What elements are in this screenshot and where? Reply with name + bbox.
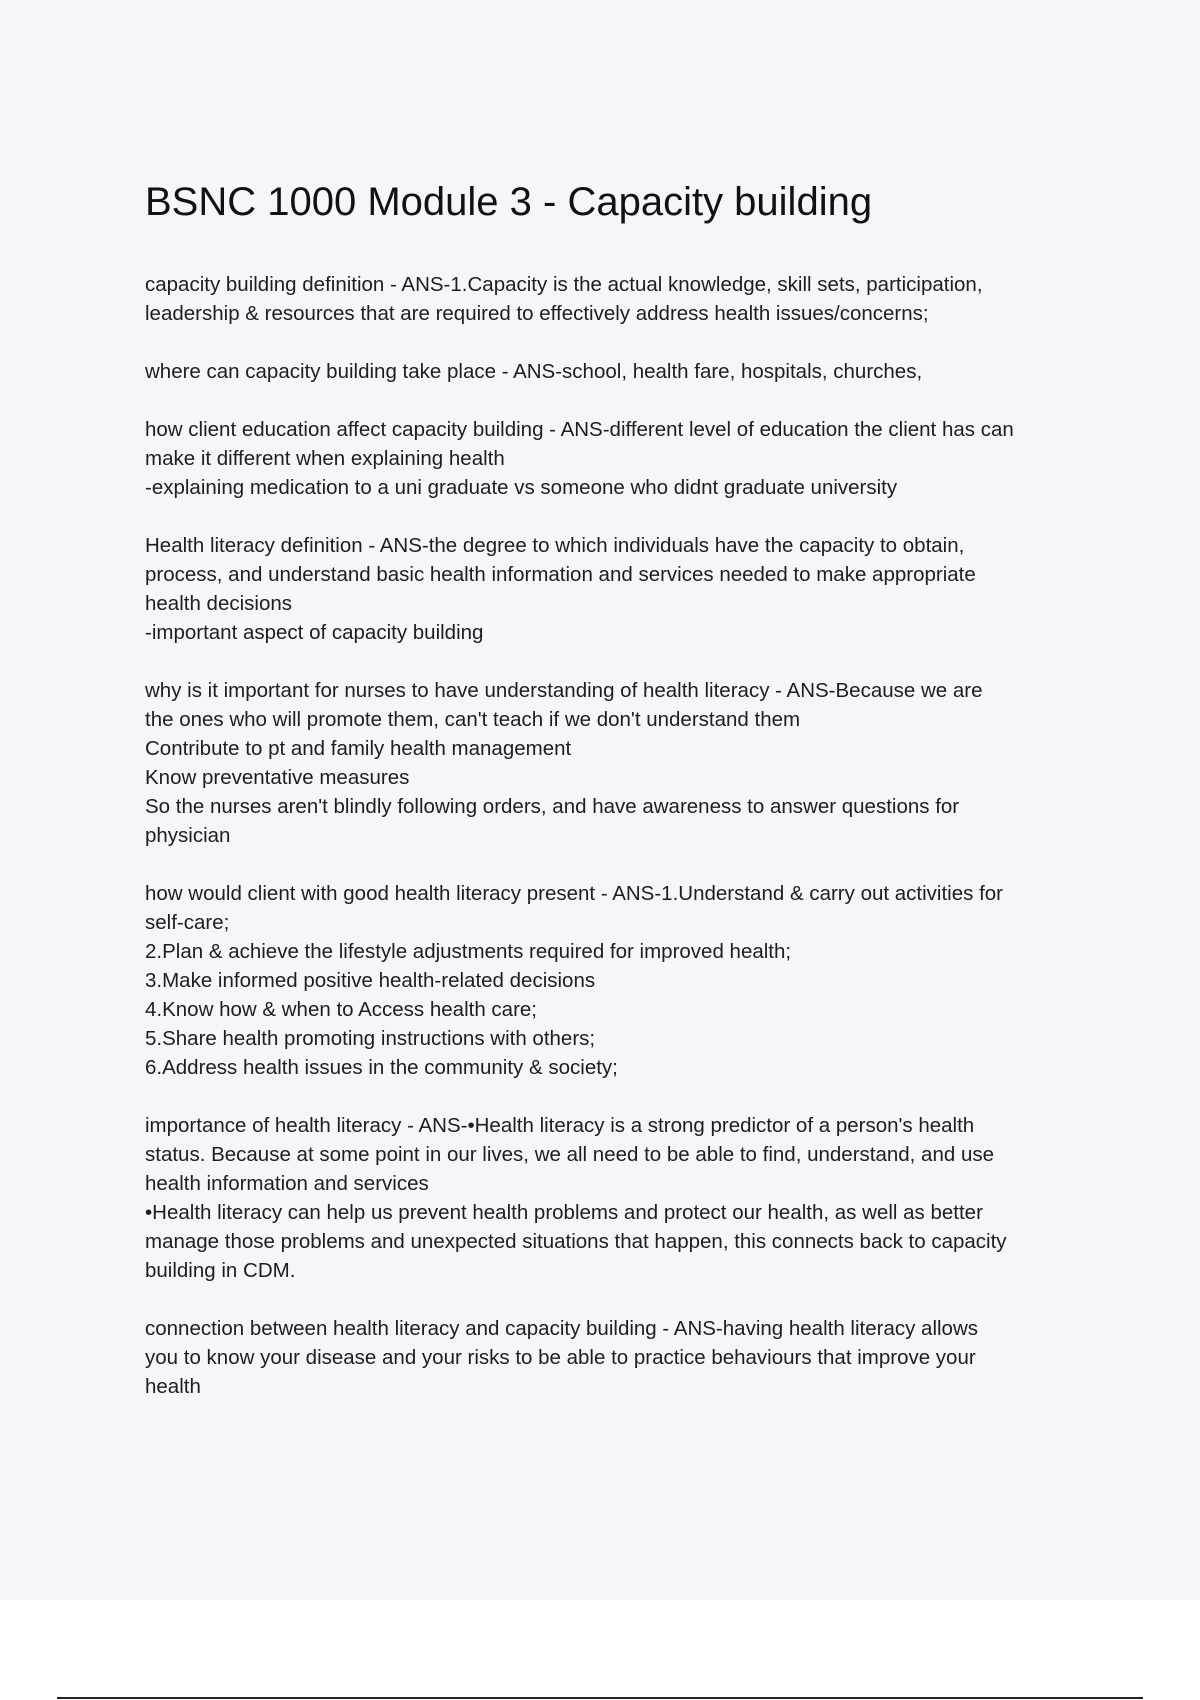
qa-entry	[145, 531, 1105, 647]
text-line: 4.Know how & when to Access health care;	[145, 998, 538, 1021]
text-line: where can capacity building take place - ANS-school, health fare, hospitals, churches,	[145, 360, 923, 383]
text-line: importance of health literacy - ANS-•Health literacy is a strong predictor of a person's health	[145, 1114, 975, 1137]
text-line: the ones who will promote them, can't teach if we don't understand them	[145, 708, 801, 731]
text-line: health information and services	[145, 1172, 429, 1195]
text-line: connection between health literacy and capacity building - ANS-having health literacy allows	[145, 1317, 979, 1340]
qa-entry	[145, 270, 1105, 328]
qa-entry	[145, 1111, 1105, 1285]
text-line: building in CDM.	[145, 1259, 296, 1282]
text-line: how client education affect capacity building - ANS-different level of education the client has can	[145, 418, 1014, 441]
text-line: Contribute to pt and family health management	[145, 737, 572, 760]
text-line: status. Because at some point in our lives, we all need to be able to find, understand, and use	[145, 1143, 995, 1166]
text-line: 5.Share health promoting instructions with others;	[145, 1027, 596, 1050]
text-line: physician	[145, 824, 231, 847]
footer-divider	[57, 1697, 1143, 1699]
text-line: Know preventative measures	[145, 766, 410, 789]
qa-entry	[145, 676, 1105, 850]
text-line: process, and understand basic health information and services needed to make appropriate	[145, 563, 976, 586]
text-line: 6.Address health issues in the community & society;	[145, 1056, 618, 1079]
text-line: health decisions	[145, 592, 293, 615]
qa-entry	[145, 415, 1105, 502]
qa-entry-list	[145, 270, 1105, 1401]
text-line: •Health literacy can help us prevent health problems and protect our health, as well as better	[145, 1201, 983, 1224]
text-line: Health literacy definition - ANS-the degree to which individuals have the capacity to obtain,	[145, 534, 965, 557]
text-line: leadership & resources that are required to effectively address health issues/concerns;	[145, 302, 929, 325]
text-line: self-care;	[145, 911, 230, 934]
text-line: manage those problems and unexpected situations that happen, this connects back to capacity	[145, 1230, 1007, 1253]
text-line: 2.Plan & achieve the lifestyle adjustments required for improved health;	[145, 940, 792, 963]
text-line: -important aspect of capacity building	[145, 621, 484, 644]
text-line: So the nurses aren't blindly following orders, and have awareness to answer questions for	[145, 795, 960, 818]
text-line: 3.Make informed positive health-related decisions	[145, 969, 596, 992]
text-line: how would client with good health literacy present - ANS-1.Understand & carry out activities for	[145, 882, 1003, 905]
document-content	[145, 178, 1105, 1430]
qa-entry	[145, 357, 1105, 386]
text-line: you to know your disease and your risks to be able to practice behaviours that improve your	[145, 1346, 976, 1369]
text-line: health	[145, 1375, 201, 1398]
text-line: capacity building definition - ANS-1.Capacity is the actual knowledge, skill sets, participation,	[145, 273, 983, 296]
document-title: BSNC 1000 Module 3 - Capacity building	[145, 180, 873, 224]
text-line: -explaining medication to a uni graduate vs someone who didnt graduate university	[145, 476, 898, 499]
qa-entry	[145, 879, 1105, 1082]
text-line: make it different when explaining health	[145, 447, 505, 470]
text-line: why is it important for nurses to have understanding of health literacy - ANS-Because we are	[145, 679, 983, 702]
qa-entry	[145, 1314, 1105, 1401]
